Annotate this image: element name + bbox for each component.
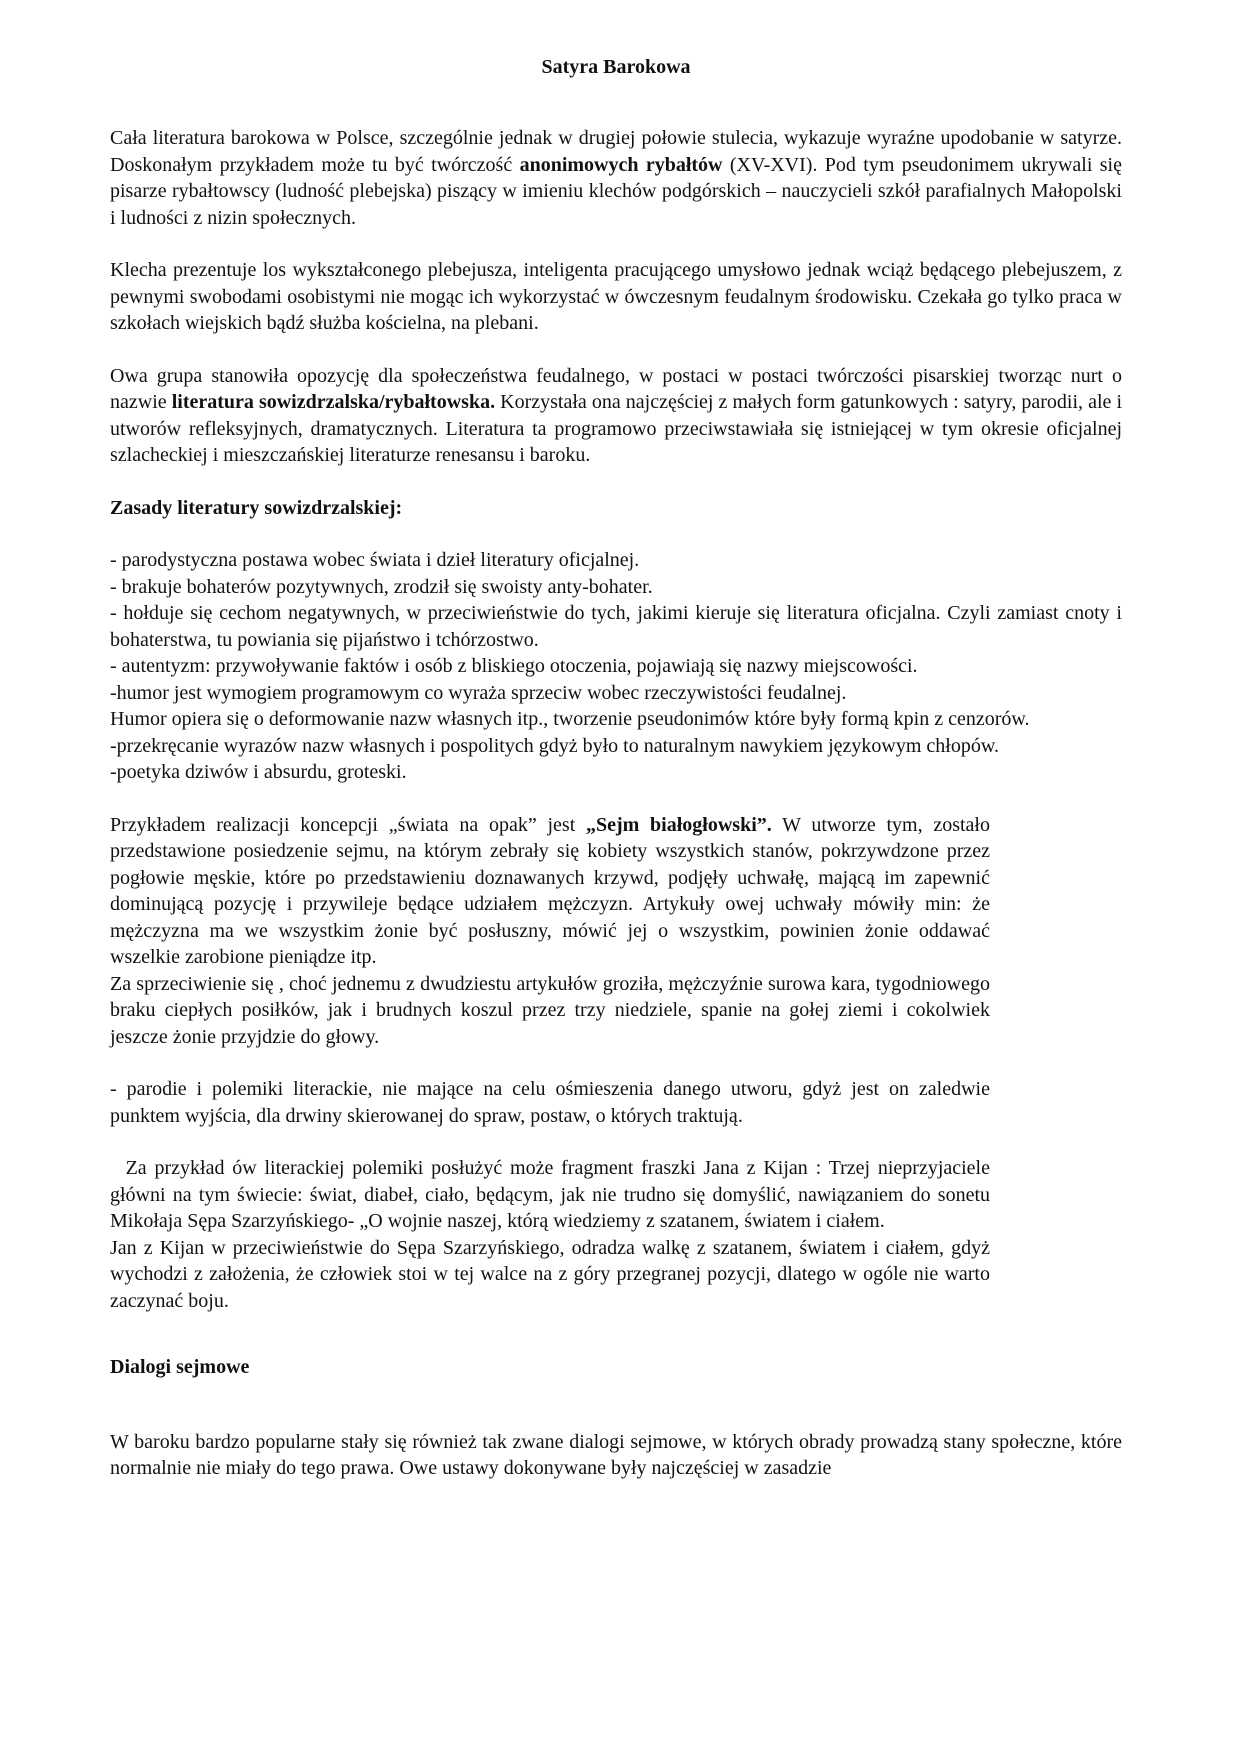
rule-item: - parodystyczna postawa wobec świata i dzieł literatury oficjalnej. [110,549,640,571]
document-title: Satyra Barokowa [541,56,691,78]
rule-item: - hołduje się cechom negatywnych, w przeciwieństwie do tych, jakimi kieruje się literatura oficjalna. Czyli zamiast cnoty i bohaterstwa, tu powiania się pijaństwo i tchórzostwo. [110,602,1122,651]
paragraph-sejm-bold: „Sejm białogłowski”. [586,813,772,836]
paragraph-klecha: Klecha prezentuje los wykształconego plebejusza, inteligenta pracującego umysłowo jednak wciąż będącego plebejuszem, z pewnymi swobodami osobistymi nie mogąc ich wykorzystać w ówczesnym feudalnym środowisku. Czekała go tylko praca w szkołach wiejskich bądź służba kościelna, na plebani. [110,259,1122,334]
paragraph-parodies: - parodie i polemiki literackie, nie mające na celu ośmieszenia danego utworu, gdyż jest on zaledwie punktem wyjścia, dla drwiny skierowanej do spraw, postaw, o których traktują. [110,1078,990,1127]
paragraph-sejm-text-a: Przykładem realizacji koncepcji „świata na opak” jest [110,813,586,836]
paragraph-sejm-penalty: Za sprzeciwienie się , choć jednemu z dwudziestu artykułów groziła, mężczyźnie surowa kara, tygodniowego braku ciepłych posiłków, jak i brudnych koszul przez trzy niedziele, spanie na gołej ziemi i cokolwiek jeszcze żonie przyjdzie do głowy. [110,972,990,1048]
paragraph-sejm-main [110,812,990,971]
rule-item: -poetyka dziwów i absurdu, groteski. [110,761,407,783]
paragraph-opposition-text-a: Owa grupa stanowiła opozycję dla społeczeństwa feudalnego, w postaci w postaci twórczości pisarskiej tworząc nurt o nazwie [110,364,1122,413]
rule-item: -humor jest wymogiem programowym co wyraża sprzeciw wobec rzeczywistości feudalnej. [110,681,847,704]
paragraph-kijan [110,1155,995,1314]
rule-item: - autentyzm: przywoływanie faktów i osób z bliskiego otoczenia, pojawiają się nazwy miejscowości. [110,655,918,677]
rules-list [110,547,1122,786]
rule-item: - brakuje bohaterów pozytywnych, zrodził się swoisty anty-bohater. [110,575,653,598]
paragraph-intro [110,125,1122,231]
paragraph-intro-text-a: Cała literatura barokowa w Polsce, szczególnie jednak w drugiej połowie stulecia, wykazuje wyraźne upodobanie w satyrze. Doskonałym przykładem może tu być twórczość [110,127,1122,176]
paragraph-kijan-b: Jan z Kijan w przeciwieństwie do Sępa Szarzyńskiego, odradza walkę z szatanem, światem i ciałem, gdyż wychodzi z założenia, że człowiek stoi w tej walce na z góry przegranej pozycji, dlatego w ogóle nie warto zaczynać boju. [110,1236,990,1312]
rule-item: -przekręcanie wyrazów nazw własnych i pospolitych gdyż było to naturalnym nawykiem językowym chłopów. [110,734,999,757]
paragraph-sejm-text-c: W utworze tym, zostało przedstawione posiedzenie sejmu, na którym zebrały się kobiety wszystkich stanów, pokrzywdzone przez pogłowie męskie, które po przedstawieniu doznawanych krzywd, podjęły uchwałę, mającą im zapewnić dominującą pozycję i przywileje będące udziałem mężczyzn. Artykuły owej uchwały mówiły min: że mężczyzna ma we wszystkim żonie być posłuszny, mówić jej o wszystkim, powinien żonie oddawać wszelkie zarobione pieniądze itp. [110,813,990,968]
paragraph-opposition-text-c: Korzystała ona najczęściej z małych form gatunkowych : satyry, parodii, ale i utworów refleksyjnych, dramatycznych. Literatura ta programowo przeciwstawiała się istniejącej w tym okresie oficjalnej szlacheckiej i mieszczańskiej literaturze renesansu i baroku. [110,391,1123,466]
paragraph-opposition [110,363,1122,469]
paragraph-dialogi: W baroku bardzo popularne stały się również tak zwane dialogi sejmowe, w których obrady prowadzą stany społeczne, które normalnie nie miały do tego prawa. Owe ustawy dokonywane były najczęściej w zasadzie [110,1430,1122,1479]
paragraph-kijan-a: Za przykład ów literackiej polemiki posłużyć może fragment fraszki Jana z Kijan : Trzej nieprzyjaciele główni na tym świecie: świat, diabeł, ciało, będącym, jak nie trudno się domyślić, nawiązaniem do sonetu Mikołaja Sępa Szarzyńskiego- „O wojnie naszej, którą wiedziemy z szatanem, światem i ciałem. [110,1157,995,1232]
paragraph-intro-bold: anonimowych rybałtów [519,153,723,176]
paragraph-intro-text-c: (XV-XVI). Pod tym pseudonimem ukrywali się pisarze rybałtowscy (ludność plebejska) piszący w imieniu klechów podgórskich – nauczycieli szkół parafialnych Małopolski i ludności z nizin społecznych. [110,153,1122,229]
section-heading-dialogi: Dialogi sejmowe [110,1356,250,1378]
paragraph-opposition-bold: literatura sowizdrzalska/rybałtowska. [171,391,496,413]
paragraph-sejm [110,812,990,1051]
section-heading-rules: Zasady literatury sowizdrzalskiej: [110,496,403,519]
rule-item: Humor opiera się o deformowanie nazw własnych itp., tworzenie pseudonimów które były formą kpin z cenzorów. [110,708,1030,730]
document-page [110,56,1122,1482]
